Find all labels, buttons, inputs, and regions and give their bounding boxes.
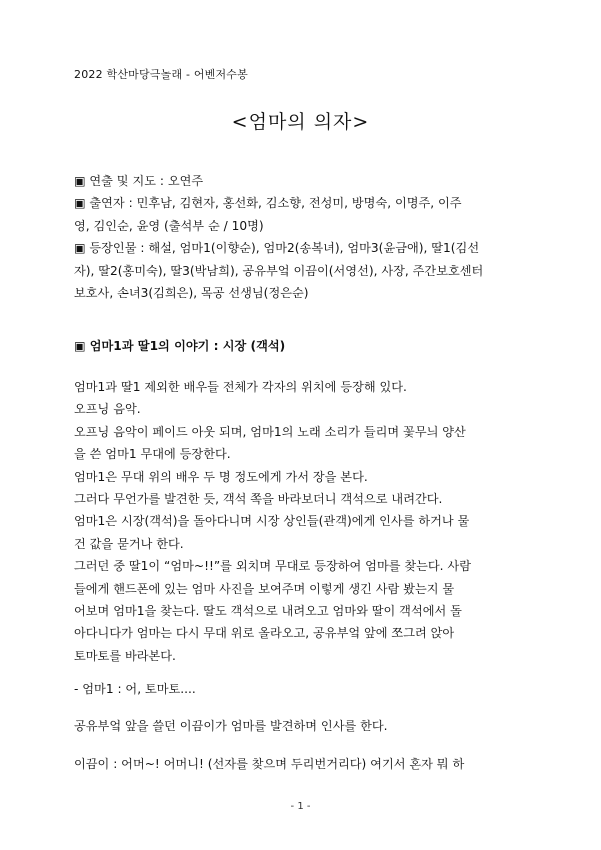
scene-line-12: 아다니다가 엄마는 다시 무대 위로 올라오고, 공유부엌 앞에 쪼그려 앉아 <box>74 626 455 641</box>
stage-direction-block <box>74 715 535 737</box>
scene-line-6: 그러다 무언가를 발견한 듯, 객석 쪽을 바라보더니 객석으로 내려간다. <box>74 492 443 507</box>
scene-line-10: 들에게 핸드폰에 있는 엄마 사진을 보여주며 이렇게 생긴 사람 봤는지 물 <box>74 581 455 596</box>
characters-line-3: 보호사, 손녀3(김희은), 목공 선생님(정은순) <box>74 286 309 301</box>
cast-credit-line-2: 영, 김인순, 윤영 (출석부 순 / 10명) <box>74 218 264 233</box>
scene-description <box>74 376 535 667</box>
scene-line-7: 엄마1은 시장(객석)을 돌아다니며 시장 상인들(관객)에게 인사를 하거나 물 <box>74 514 470 529</box>
cast-credit-line-1: ▣ 출연자 : 민후남, 김현자, 홍선화, 김소향, 전성미, 방명숙, 이명주, 이주 <box>74 196 462 211</box>
scene-line-1: 엄마1과 딸1 제외한 배우들 전체가 각자의 위치에 등장해 있다. <box>74 380 407 394</box>
scene-line-5: 엄마1은 무대 위의 배우 두 명 정도에게 가서 장을 본다. <box>74 469 368 484</box>
page-number: - 1 - <box>290 801 311 812</box>
dialogue-mom1 <box>74 678 535 700</box>
scene-line-11: 어보며 엄마1을 찾는다. 딸도 객석으로 내려오고 엄마와 딸이 객석에서 돌 <box>74 604 462 619</box>
director-credit: ▣ 연출 및 지도 : 오연주 <box>74 174 204 188</box>
characters-line-1: ▣ 등장인물 : 해설, 엄마1(이향순), 엄마2(송복녀), 엄마3(윤금애), 딸1(김선 <box>74 241 480 256</box>
scene-line-2: 오프닝 음악. <box>74 402 141 417</box>
scene-line-8: 건 값을 묻거나 한다. <box>74 536 184 551</box>
document-header-subtitle: 2022 학산마당극놀래 - 어벤저수봉 <box>74 68 248 81</box>
scene-line-13: 토마토를 바라본다. <box>74 648 176 663</box>
scene-line-9: 그러던 중 딸1이 “엄마~!!”를 외치며 무대로 등장하여 엄마를 찾는다. 사람 <box>74 559 471 574</box>
characters-line-2: 자), 딸2(홍미숙), 딸3(박남희), 공유부엌 이끔이(서영선), 사장, 주간보호센터 <box>74 263 484 278</box>
dialogue-ikkeumi <box>74 753 535 775</box>
mom1-line: - 엄마1 : 어, 토마토.... <box>74 682 196 696</box>
ikkeumi-line: 이끔이 : 어머~! 어머니! (선자를 찾으며 두리번거리다) 여기서 혼자 뭐 하 <box>74 757 465 771</box>
scene-line-4: 을 쓴 엄마1 무대에 등장한다. <box>74 447 231 462</box>
document-title: <엄마의 의자> <box>231 111 370 133</box>
scene-line-3: 오프닝 음악이 페이드 아웃 되며, 엄마1의 노래 소리가 들리며 꽃무늬 양산 <box>74 424 466 439</box>
stage-direction: 공유부엌 앞을 쓸던 이끔이가 엄마를 발견하며 인사를 한다. <box>74 719 388 733</box>
section-heading: ▣ 엄마1과 딸1의 이야기 : 시장 (객석) <box>74 339 286 353</box>
credits-block <box>74 170 535 304</box>
